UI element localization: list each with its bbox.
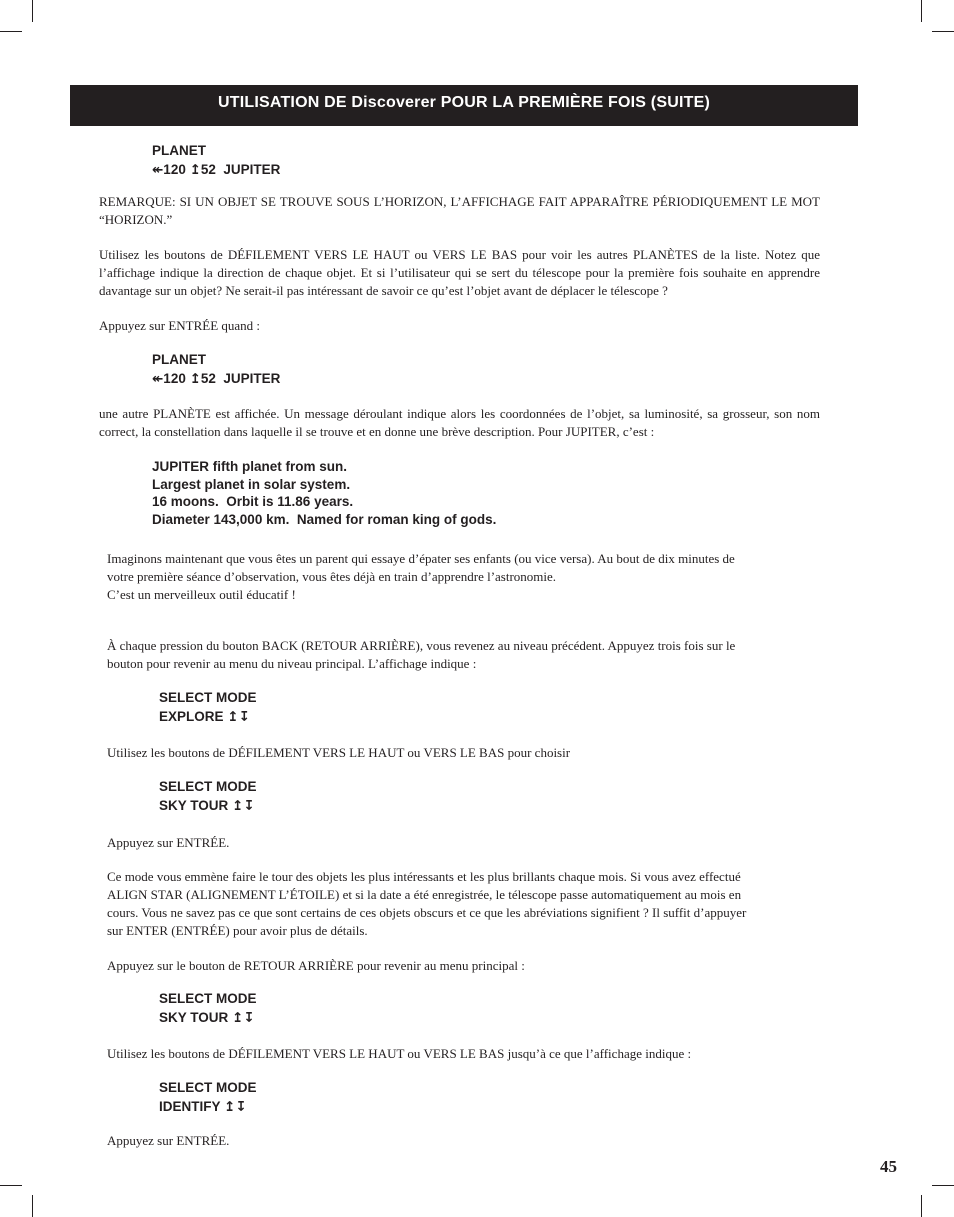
paragraph-back-button [107,637,735,673]
lcd-display-select-sky-tour-2 [159,990,257,1027]
display-line: Largest planet in solar system. [152,476,351,492]
display-line: SELECT MODE [159,991,257,1006]
lcd-display-select-explore [159,689,257,726]
text-line: À chaque pression du bouton BACK (RETOUR ARRIÈRE), vous revenez au niveau précédent. Appuyez trois fois sur le [107,638,736,653]
display-line: JUPITER fifth planet from sun. [152,459,348,474]
display-line: IDENTIFY ↥↧ [159,1098,247,1114]
text-line: Ce mode vous emmène faire le tour des objets les plus intéressants et les plus brillants chaque mois. Si vous avez effectué [107,869,741,884]
lcd-display-select-identify [159,1079,257,1116]
crop-mark-bottom-left-v [32,1195,33,1217]
crop-mark-bottom-right-h [932,1185,954,1186]
paragraph-return-main-menu: Appuyez sur le bouton de RETOUR ARRIÈRE pour revenir au menu principal : [107,958,525,973]
display-line: Diameter 143,000 km. Named for roman king of gods. [152,511,497,527]
crop-mark-bottom-left-h [0,1185,22,1186]
crop-mark-top-right-v [921,0,922,22]
text-line: Imaginons maintenant que vous êtes un parent qui essaye d’épater ses enfants (ou vice versa). Au bout de dix minutes de [107,551,735,566]
lcd-display-planet-2 [152,351,280,388]
paragraph-scroll-planets: Utilisez les boutons de DÉFILEMENT VERS LE HAUT ou VERS LE BAS pour voir les autres PLANÈTES de la liste. Notez que l’affichage indique la direction de chaque objet. Et si l’utilisateur qui se sert du télescope pour la première fois souhaite en apprendre davantage sur un objet? Ne serait-il pas intéressant de savoir ce qu’est l’objet avant de déplacer le télescope ? [99,247,820,298]
display-line: SKY TOUR ↥↧ [159,797,255,813]
lcd-display-jupiter-description [152,458,496,528]
crop-mark-top-left-v [32,0,33,22]
paragraph-press-enter-2: Appuyez sur ENTRÉE. [107,835,230,850]
paragraph-imagine-parent [107,550,735,604]
paragraph-press-enter-3: Appuyez sur ENTRÉE. [107,1133,230,1148]
text-line: sur ENTER (ENTRÉE) pour avoir plus de détails. [107,923,368,938]
crop-mark-bottom-right-v [921,1195,922,1217]
paragraph-scroll-choose: Utilisez les boutons de DÉFILEMENT VERS LE HAUT ou VERS LE BAS pour choisir [107,745,571,760]
paragraph-sky-tour-mode [107,868,746,940]
text-line: votre première séance d’observation, vous êtes déjà en train d’apprendre l’astronomie. [107,569,557,584]
crop-mark-top-right-h [932,31,954,32]
paragraph-scroll-until: Utilisez les boutons de DÉFILEMENT VERS LE HAUT ou VERS LE BAS jusqu’à ce que l’affichage indique : [107,1046,692,1061]
section-header-bar [70,85,858,126]
display-line: ↞120 ↥52 JUPITER [152,370,281,386]
display-line: SELECT MODE [159,1080,257,1095]
display-line: ↞120 ↥52 JUPITER [152,161,281,177]
note-horizon: REMARQUE: SI UN OBJET SE TROUVE SOUS L’HORIZON, L’AFFICHAGE FAIT APPARAÎTRE PÉRIODIQUEMENT LE MOT “HORIZON.” [99,194,820,227]
display-line: EXPLORE ↥↧ [159,708,250,724]
section-title: UTILISATION DE Discoverer POUR LA PREMIÈRE FOIS (SUITE) [218,94,710,111]
text-line: ALIGN STAR (ALIGNEMENT L’ÉTOILE) et si la date a été enregistrée, le télescope passe automatiquement au mois en [107,887,742,902]
display-line: SELECT MODE [159,690,257,705]
display-line: PLANET [152,352,206,367]
display-line: SKY TOUR ↥↧ [159,1009,255,1025]
display-line: SELECT MODE [159,779,257,794]
lcd-display-planet-1 [152,142,280,179]
text-line: cours. Vous ne savez pas ce que sont certains de ces objets obscurs et ce que les abréviations signifient ? Il suffit d’appuyer [107,905,747,920]
lcd-display-select-sky-tour-1 [159,778,257,815]
display-line: 16 moons. Orbit is 11.86 years. [152,494,354,509]
paragraph-scrolling-message: une autre PLANÈTE est affichée. Un message déroulant indique alors les coordonnées de l’objet, sa luminosité, sa grosseur, son nom correct, la constellation dans laquelle il se trouve et en donne une brève description. Pour JUPITER, c’est : [99,406,820,439]
paragraph-press-enter: Appuyez sur ENTRÉE quand : [99,318,261,333]
page-number: 45 [880,1157,897,1176]
text-line: bouton pour revenir au menu du niveau principal. L’affichage indique : [107,656,477,671]
display-line: PLANET [152,143,206,158]
crop-mark-top-left-h [0,31,22,32]
text-line: C’est un merveilleux outil éducatif ! [107,587,296,602]
